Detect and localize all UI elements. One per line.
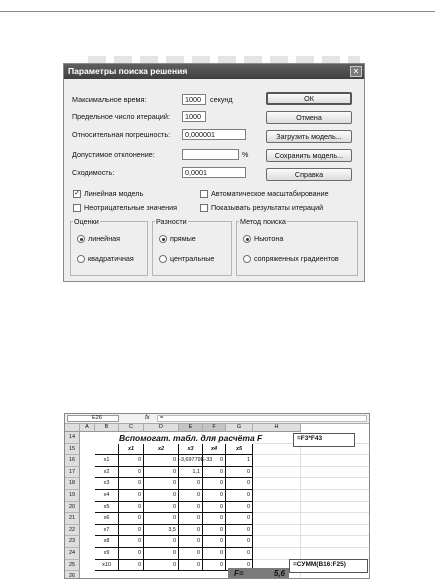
table-cell[interactable]: 0 xyxy=(179,548,203,560)
max-time-label: Максимальное время: xyxy=(72,95,147,104)
max-iterations-label: Предельное число итераций: xyxy=(72,112,170,121)
empty-cell[interactable] xyxy=(301,513,370,525)
table-cell[interactable]: 1 xyxy=(226,455,253,467)
table-cell[interactable]: 0 xyxy=(179,478,203,490)
empty-cell[interactable] xyxy=(301,467,370,479)
row-label-cell[interactable]: x6 xyxy=(95,513,119,525)
non-negative-label: Неотрицательные значения xyxy=(84,203,178,212)
fx-icon[interactable]: fx xyxy=(145,415,150,421)
dialog-title: Параметры поиска решения xyxy=(68,66,188,76)
total-label-cell[interactable]: F= xyxy=(228,568,263,579)
formula-bar xyxy=(65,414,369,424)
table-cell[interactable]: 0 xyxy=(144,536,179,548)
table-cell[interactable]: -3,69779E-33 xyxy=(179,455,203,467)
row-label-cell[interactable]: x3 xyxy=(95,478,119,490)
row-header[interactable]: 16 xyxy=(65,455,80,467)
tolerance-label: Допустимое отклонение: xyxy=(72,150,155,159)
table-cell[interactable]: 0 xyxy=(144,490,179,502)
empty-cell[interactable] xyxy=(253,513,301,525)
save-model-button[interactable]: Сохранить модель... xyxy=(266,149,352,162)
convergence-label: Сходимость: xyxy=(72,168,115,177)
table-cell[interactable]: 0 xyxy=(119,525,144,537)
table-cell[interactable]: 0 xyxy=(119,536,144,548)
derivatives-group xyxy=(152,217,232,276)
load-model-button[interactable]: Загрузить модель... xyxy=(266,130,352,143)
empty-cell[interactable] xyxy=(253,490,301,502)
table-cell[interactable]: 0 xyxy=(203,560,226,572)
row-header[interactable]: 26 xyxy=(65,571,80,579)
estimates-group xyxy=(70,217,148,276)
estimates-linear-radio[interactable] xyxy=(77,235,85,243)
table-cell[interactable]: 0 xyxy=(144,467,179,479)
empty-cell[interactable] xyxy=(253,467,301,479)
column-header[interactable]: F xyxy=(203,424,226,432)
table-cell[interactable]: 0 xyxy=(226,467,253,479)
row-label-cell[interactable]: x4 xyxy=(95,490,119,502)
empty-cell[interactable] xyxy=(253,536,301,548)
table-cell[interactable]: 0 xyxy=(119,560,144,572)
row-label-cell[interactable]: x2 xyxy=(95,467,119,479)
empty-cell[interactable] xyxy=(301,490,370,502)
empty-cell[interactable] xyxy=(253,548,301,560)
solver-options-dialog xyxy=(63,63,365,282)
table-cell[interactable]: 0 xyxy=(226,502,253,514)
row-header[interactable]: 14 xyxy=(65,432,80,444)
max-time-unit: секунд xyxy=(210,95,233,104)
search-method-group xyxy=(236,217,358,276)
show-iterations-label: Показывать результаты итераций xyxy=(211,203,324,212)
row-header[interactable]: 20 xyxy=(65,502,80,514)
empty-cell[interactable] xyxy=(253,502,301,514)
tolerance-input[interactable] xyxy=(182,149,239,160)
column-header[interactable]: E xyxy=(179,424,203,432)
table-cell[interactable]: 0 xyxy=(203,525,226,537)
row-header[interactable]: 18 xyxy=(65,478,80,490)
table-cell[interactable]: 0 xyxy=(203,478,226,490)
convergence-input[interactable]: 0,0001 xyxy=(182,167,246,178)
table-cell[interactable]: 0 xyxy=(119,548,144,560)
row-header[interactable]: 24 xyxy=(65,548,80,560)
table-cell[interactable]: 0 xyxy=(203,490,226,502)
derivatives-forward-radio[interactable] xyxy=(159,235,167,243)
row-header[interactable]: 23 xyxy=(65,536,80,548)
row-header[interactable]: 21 xyxy=(65,513,80,525)
table-cell[interactable]: 0 xyxy=(203,502,226,514)
page-top-rule xyxy=(0,11,435,12)
search-method-group-title: Метод поиска xyxy=(240,217,286,226)
derivatives-forward-label: прямые xyxy=(170,234,196,243)
column-header[interactable]: B xyxy=(95,424,119,432)
formula-callout-bottom: =СУММ(B16:F25) xyxy=(289,559,368,573)
table-cell[interactable]: 0 xyxy=(144,502,179,514)
search-conjugate-radio[interactable] xyxy=(243,255,251,263)
ok-button[interactable]: ОК xyxy=(266,92,352,105)
table-cell[interactable]: 0 xyxy=(179,490,203,502)
column-header[interactable]: A xyxy=(80,424,95,432)
table-cell[interactable]: 0 xyxy=(119,467,144,479)
dialog-title-bar[interactable] xyxy=(64,64,364,79)
column-header[interactable]: H xyxy=(253,424,301,432)
name-box[interactable]: E26 xyxy=(67,415,119,422)
row-header[interactable]: 22 xyxy=(65,525,80,537)
row-label-cell[interactable]: x8 xyxy=(95,536,119,548)
search-conjugate-label: сопряженных градиентов xyxy=(254,254,339,263)
header-cell[interactable]: x3 xyxy=(179,444,203,456)
precision-input[interactable]: 0,000001 xyxy=(182,129,246,140)
formula-value: = xyxy=(160,415,164,421)
table-title: Вспомогат. табл. для расчёта F xyxy=(119,433,263,443)
auto-scale-label: Автоматическое масштабирование xyxy=(211,189,329,198)
table-cell[interactable]: 0 xyxy=(144,560,179,572)
table-cell[interactable]: 0 xyxy=(179,513,203,525)
derivatives-group-title: Разности xyxy=(156,217,187,226)
row-label-cell[interactable]: x7 xyxy=(95,525,119,537)
empty-cell[interactable] xyxy=(301,525,370,537)
linear-model-checkbox[interactable] xyxy=(73,190,81,198)
row-label-cell[interactable]: x5 xyxy=(95,502,119,514)
cancel-button[interactable]: Отмена xyxy=(266,111,352,124)
table-cell[interactable]: 0 xyxy=(119,513,144,525)
empty-cell[interactable] xyxy=(301,536,370,548)
row-header[interactable]: 25 xyxy=(65,560,80,572)
column-header[interactable]: D xyxy=(144,424,179,432)
select-all-corner[interactable] xyxy=(65,424,80,432)
estimates-quadratic-label: квадратичная xyxy=(88,254,134,263)
search-newton-label: Ньютона xyxy=(254,234,284,243)
derivatives-central-radio[interactable] xyxy=(159,255,167,263)
table-cell[interactable]: 0 xyxy=(203,455,226,467)
header-cell[interactable]: x5 xyxy=(226,444,253,456)
header-cell[interactable]: x4 xyxy=(203,444,226,456)
empty-cell[interactable] xyxy=(301,502,370,514)
derivatives-central-label: центральные xyxy=(170,254,215,263)
formula-input[interactable] xyxy=(157,415,367,422)
row-header[interactable]: 17 xyxy=(65,467,80,479)
table-cell[interactable]: 0 xyxy=(203,536,226,548)
column-header[interactable]: G xyxy=(226,424,253,432)
table-cell[interactable]: 0 xyxy=(119,478,144,490)
empty-cell[interactable] xyxy=(301,548,370,560)
column-header[interactable]: C xyxy=(119,424,144,432)
table-cell[interactable]: 0 xyxy=(203,548,226,560)
table-cell[interactable]: 0 xyxy=(144,478,179,490)
table-cell[interactable]: 0 xyxy=(226,490,253,502)
table-cell[interactable]: 0 xyxy=(144,548,179,560)
checkmark-icon: ✓ xyxy=(74,190,80,197)
auto-scale-checkbox[interactable] xyxy=(200,190,208,198)
table-cell[interactable]: 0 xyxy=(144,513,179,525)
show-iterations-checkbox[interactable] xyxy=(200,204,208,212)
table-cell[interactable]: 0 xyxy=(179,502,203,514)
empty-cell[interactable] xyxy=(253,455,301,467)
header-cell[interactable]: x1 xyxy=(119,444,144,456)
table-cell[interactable]: 0 xyxy=(179,560,203,572)
total-value-cell[interactable]: 5,6 xyxy=(263,568,289,579)
table-cell[interactable]: 1,1 xyxy=(179,467,203,479)
non-negative-checkbox[interactable] xyxy=(73,204,81,212)
empty-cell[interactable] xyxy=(253,478,301,490)
search-newton-radio[interactable] xyxy=(243,235,251,243)
table-cell[interactable]: 0 xyxy=(179,536,203,548)
spreadsheet-view xyxy=(64,413,370,579)
row-header[interactable]: 15 xyxy=(65,444,80,456)
table-cell[interactable]: 0 xyxy=(144,455,179,467)
table-cell[interactable]: 0 xyxy=(226,513,253,525)
table-cell[interactable]: 0 xyxy=(226,525,253,537)
row-header[interactable]: 19 xyxy=(65,490,80,502)
row-label-cell[interactable]: x9 xyxy=(95,548,119,560)
estimates-group-title: Оценки xyxy=(74,217,99,226)
max-time-input[interactable]: 1000 xyxy=(182,94,206,105)
header-cell[interactable]: x2 xyxy=(144,444,179,456)
table-cell[interactable]: 0 xyxy=(226,548,253,560)
table-cell[interactable]: 0 xyxy=(119,502,144,514)
max-iterations-input[interactable]: 1000 xyxy=(182,111,206,122)
empty-cell[interactable] xyxy=(301,478,370,490)
header-cell[interactable] xyxy=(95,444,119,456)
table-cell[interactable]: 0 xyxy=(119,490,144,502)
table-cell[interactable]: 0 xyxy=(119,455,144,467)
close-icon[interactable]: ✕ xyxy=(350,66,362,77)
help-button[interactable]: Справка xyxy=(266,168,352,181)
estimates-linear-label: линейная xyxy=(88,234,121,243)
linear-model-label: Линейная модель xyxy=(84,189,144,198)
row-label-cell[interactable]: x1 xyxy=(95,455,119,467)
empty-cell[interactable] xyxy=(253,525,301,537)
precision-label: Относительная погрешность: xyxy=(72,130,171,139)
table-cell[interactable]: 0 xyxy=(226,536,253,548)
table-cell[interactable]: 0 xyxy=(226,478,253,490)
estimates-quadratic-radio[interactable] xyxy=(77,255,85,263)
table-cell[interactable]: 0 xyxy=(203,467,226,479)
row-label-cell[interactable]: x10 xyxy=(95,560,119,572)
tolerance-unit: % xyxy=(242,150,249,159)
table-cell[interactable]: 0 xyxy=(226,560,253,572)
table-cell[interactable]: 0 xyxy=(203,513,226,525)
table-cell[interactable]: 0 xyxy=(179,525,203,537)
formula-callout-top: =F3*F43 xyxy=(293,433,355,447)
empty-cell[interactable] xyxy=(301,455,370,467)
table-cell[interactable]: 3,5 xyxy=(144,525,179,537)
